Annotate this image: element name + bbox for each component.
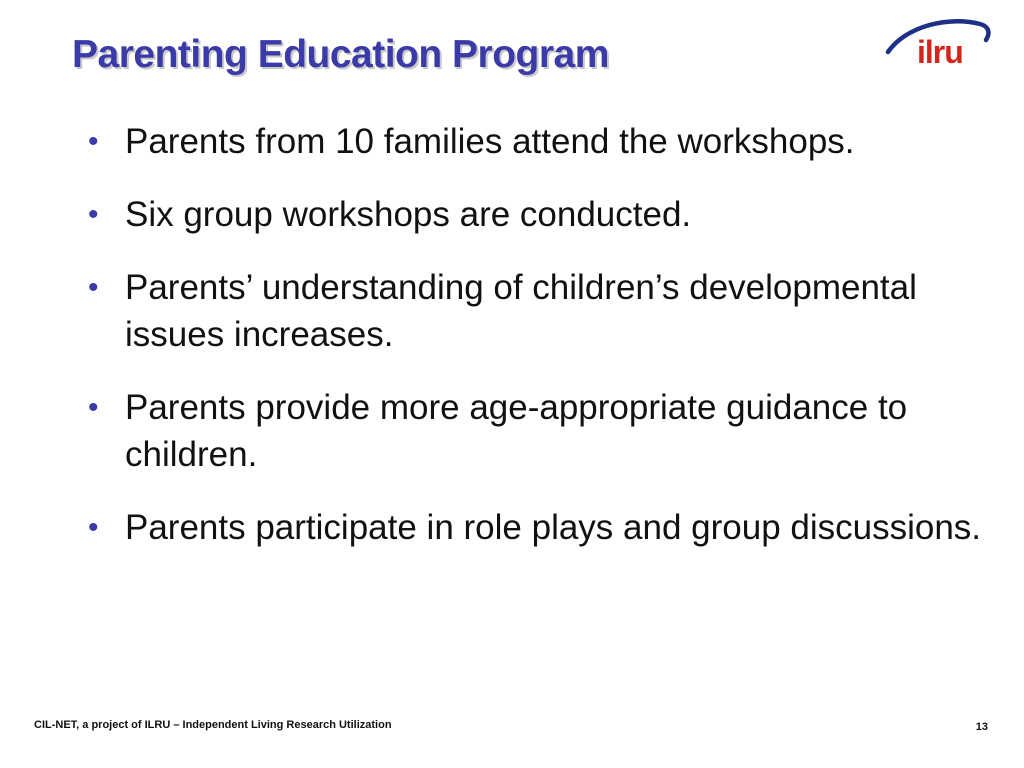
ilru-logo [884, 14, 996, 74]
bullet-text: Six group workshops are conducted. [125, 195, 692, 234]
bullet-marker-icon: • [88, 198, 99, 231]
bullet-text: Parents from 10 families attend the workshops. [125, 122, 855, 161]
bullet-item [88, 118, 988, 165]
bullet-item [88, 504, 988, 551]
bullet-item [88, 384, 988, 478]
logo-text: ilru [917, 34, 963, 70]
bullet-text: Parents provide more age-appropriate guidance to children. [125, 388, 908, 474]
bullet-text: Parents participate in role plays and group discussions. [125, 508, 982, 547]
footer-credit: CIL-NET, a project of ILRU – Independent Living Research Utilization [34, 719, 392, 731]
bullet-marker-icon: • [88, 511, 99, 544]
bullet-marker-icon: • [88, 271, 99, 304]
bullet-item [88, 191, 988, 238]
bullet-marker-icon: • [88, 391, 99, 424]
bullet-text: Parents’ understanding of children’s developmental issues increases. [125, 268, 917, 354]
bullet-item [88, 264, 988, 358]
page-number: 13 [975, 721, 988, 733]
slide-title: Parenting Education Program [72, 33, 609, 76]
bullet-marker-icon: • [88, 125, 99, 158]
bullet-list [88, 118, 988, 577]
